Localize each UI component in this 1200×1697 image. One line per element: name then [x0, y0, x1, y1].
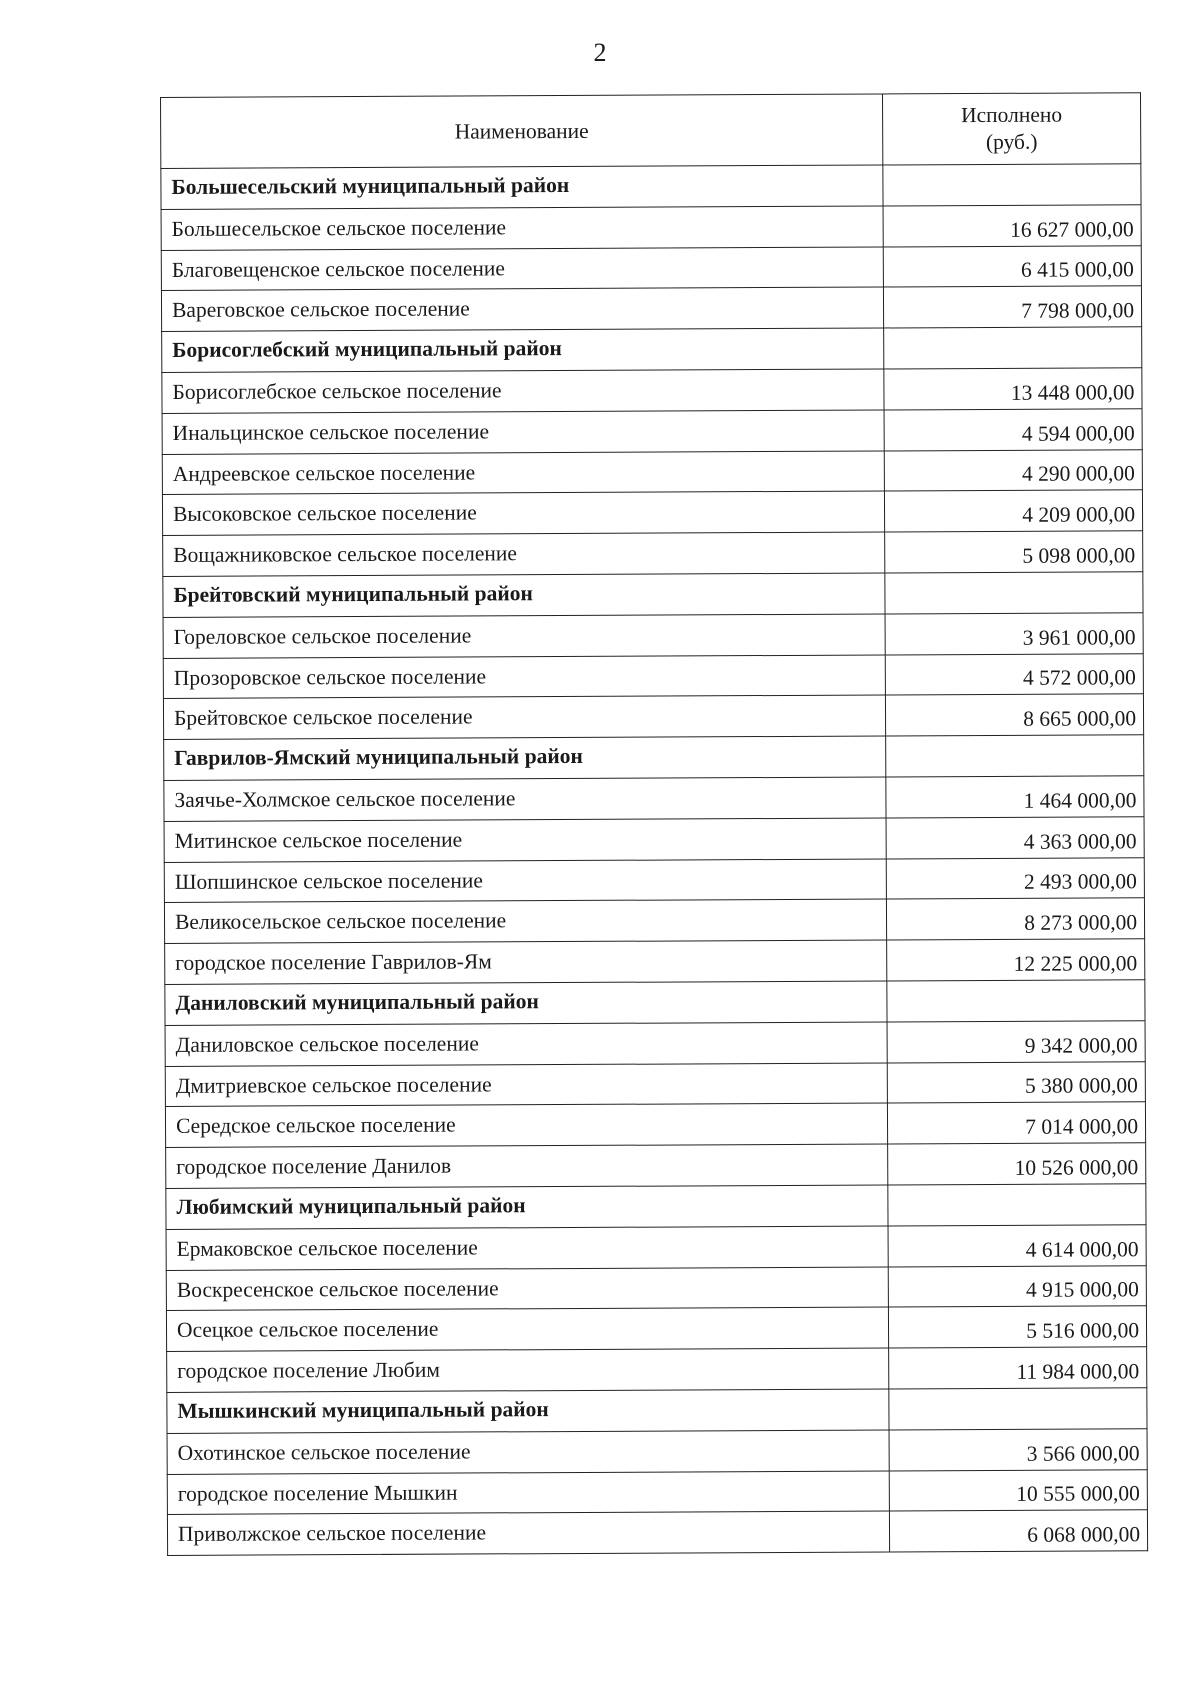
settlement-row	[167, 1347, 1147, 1393]
header-row	[161, 93, 1141, 169]
settlement-name: Осецкое сельское поселение	[166, 1307, 888, 1351]
executed-amount	[888, 1184, 1146, 1226]
executed-amount	[889, 1388, 1147, 1430]
settlement-name: Даниловское сельское поселение	[165, 1022, 887, 1066]
executed-amount: 7 014 000,00	[887, 1102, 1145, 1144]
district-row	[165, 980, 1145, 1026]
executed-amount	[885, 572, 1143, 614]
settlement-row	[161, 205, 1141, 251]
settlement-name: Вареговское сельское поселение	[161, 287, 883, 331]
settlement-row	[163, 531, 1143, 577]
executed-amount: 5 380 000,00	[887, 1061, 1145, 1103]
district-row	[166, 1184, 1146, 1230]
district-row	[167, 1388, 1147, 1434]
settlement-row	[165, 939, 1145, 985]
executed-amount: 3 961 000,00	[885, 612, 1143, 654]
executed-amount: 2 493 000,00	[886, 857, 1144, 899]
settlement-row	[166, 1265, 1146, 1311]
settlement-name: Воскресенское сельское поселение	[166, 1266, 888, 1310]
settlement-row	[163, 653, 1143, 699]
header-value-label: Исполнено	[960, 102, 1063, 128]
executed-amount	[886, 735, 1144, 777]
settlement-name: Андреевское сельское поселение	[162, 451, 884, 495]
executed-amount: 11 984 000,00	[889, 1347, 1147, 1389]
settlement-row	[166, 1224, 1146, 1270]
settlement-name: городское поселение Любим	[167, 1348, 889, 1392]
district-row	[164, 735, 1144, 781]
settlement-row	[162, 490, 1142, 536]
settlement-name: Брейтовское сельское поселение	[163, 695, 885, 739]
executed-amount: 4 614 000,00	[888, 1224, 1146, 1266]
settlement-row	[161, 245, 1141, 291]
executed-amount: 5 516 000,00	[888, 1306, 1146, 1348]
settlement-row	[167, 1510, 1147, 1556]
district-name: Брейтовский муниципальный район	[163, 573, 885, 617]
settlement-row	[165, 1061, 1145, 1107]
executed-amount: 6 415 000,00	[883, 245, 1141, 287]
district-row	[163, 572, 1143, 618]
header-name: Наименование	[161, 94, 883, 169]
executed-amount: 13 448 000,00	[884, 368, 1142, 410]
executed-amount	[884, 327, 1142, 369]
settlement-row	[161, 286, 1141, 332]
settlement-name: Высоковское сельское поселение	[162, 491, 884, 535]
table-header	[161, 93, 1141, 169]
settlement-row	[167, 1469, 1147, 1515]
settlement-name: городское поселение Данилов	[166, 1144, 888, 1188]
district-name: Любимский муниципальный район	[166, 1185, 888, 1229]
settlement-row	[162, 449, 1142, 495]
settlement-row	[164, 816, 1144, 862]
settlement-name: Приволжское сельское поселение	[167, 1511, 889, 1555]
executed-amount	[883, 164, 1141, 206]
executed-amount: 1 464 000,00	[886, 776, 1144, 818]
settlement-row	[164, 898, 1144, 944]
executed-amount: 4 363 000,00	[886, 816, 1144, 858]
executed-amount: 16 627 000,00	[883, 205, 1141, 247]
executed-amount: 7 798 000,00	[883, 286, 1141, 328]
settlement-name: Вощажниковское сельское поселение	[163, 532, 885, 576]
header-value-unit: (руб.)	[985, 129, 1038, 154]
district-name: Мышкинский муниципальный район	[167, 1389, 889, 1433]
settlement-name: Ермаковское сельское поселение	[166, 1226, 888, 1270]
settlement-name: Митинское сельское поселение	[164, 818, 886, 862]
district-name: Большесельский муниципальный район	[161, 165, 883, 209]
executed-amount: 10 555 000,00	[889, 1469, 1147, 1511]
settlement-row	[166, 1306, 1146, 1352]
executed-amount: 9 342 000,00	[887, 1020, 1145, 1062]
settlement-name: Большесельское сельское поселение	[161, 206, 883, 250]
header-value	[882, 93, 1140, 165]
executed-amount	[887, 980, 1145, 1022]
settlement-row	[165, 1020, 1145, 1066]
settlement-row	[163, 694, 1143, 740]
settlement-row	[167, 1428, 1147, 1474]
executed-amount: 4 572 000,00	[885, 653, 1143, 695]
settlement-name: Прозоровское сельское поселение	[163, 655, 885, 699]
settlement-row	[165, 1102, 1145, 1148]
settlement-name: городское поселение Мышкин	[167, 1470, 889, 1514]
district-name: Даниловский муниципальный район	[165, 981, 887, 1025]
settlement-name: Заячье-Холмское сельское поселение	[164, 777, 886, 821]
execution-table	[160, 92, 1148, 1556]
executed-amount: 3 566 000,00	[889, 1428, 1147, 1470]
district-name: Гаврилов-Ямский муниципальный район	[164, 736, 886, 780]
executed-amount: 8 273 000,00	[886, 898, 1144, 940]
district-row	[161, 164, 1141, 210]
executed-amount: 12 225 000,00	[887, 939, 1145, 981]
executed-amount: 8 665 000,00	[885, 694, 1143, 736]
settlement-row	[162, 368, 1142, 414]
executed-amount: 10 526 000,00	[888, 1143, 1146, 1185]
settlement-name: Великосельское сельское поселение	[164, 899, 886, 943]
settlement-row	[166, 1143, 1146, 1189]
executed-amount: 4 209 000,00	[884, 490, 1142, 532]
district-name: Борисоглебский муниципальный район	[162, 328, 884, 372]
settlement-name: городское поселение Гаврилов-Ям	[165, 940, 887, 984]
settlement-name: Борисоглебское сельское поселение	[162, 369, 884, 413]
settlement-name: Охотинское сельское поселение	[167, 1430, 889, 1474]
executed-amount: 4 915 000,00	[888, 1265, 1146, 1307]
table-body	[161, 164, 1148, 1556]
settlement-name: Гореловское сельское поселение	[163, 614, 885, 658]
settlement-name: Шопшинское сельское поселение	[164, 859, 886, 903]
page-number: 2	[593, 38, 607, 67]
settlement-row	[164, 857, 1144, 903]
executed-amount: 4 290 000,00	[884, 449, 1142, 491]
settlement-name: Дмитриевское сельское поселение	[165, 1062, 887, 1106]
settlement-row	[164, 776, 1144, 822]
settlement-name: Середское сельское поселение	[165, 1103, 887, 1147]
executed-amount: 5 098 000,00	[885, 531, 1143, 573]
settlement-row	[162, 408, 1142, 454]
executed-amount: 4 594 000,00	[884, 408, 1142, 450]
settlement-name: Благовещенское сельское поселение	[161, 247, 883, 291]
district-row	[162, 327, 1142, 373]
settlement-row	[163, 612, 1143, 658]
settlement-name: Инальцинское сельское поселение	[162, 410, 884, 454]
executed-amount: 6 068 000,00	[889, 1510, 1147, 1552]
